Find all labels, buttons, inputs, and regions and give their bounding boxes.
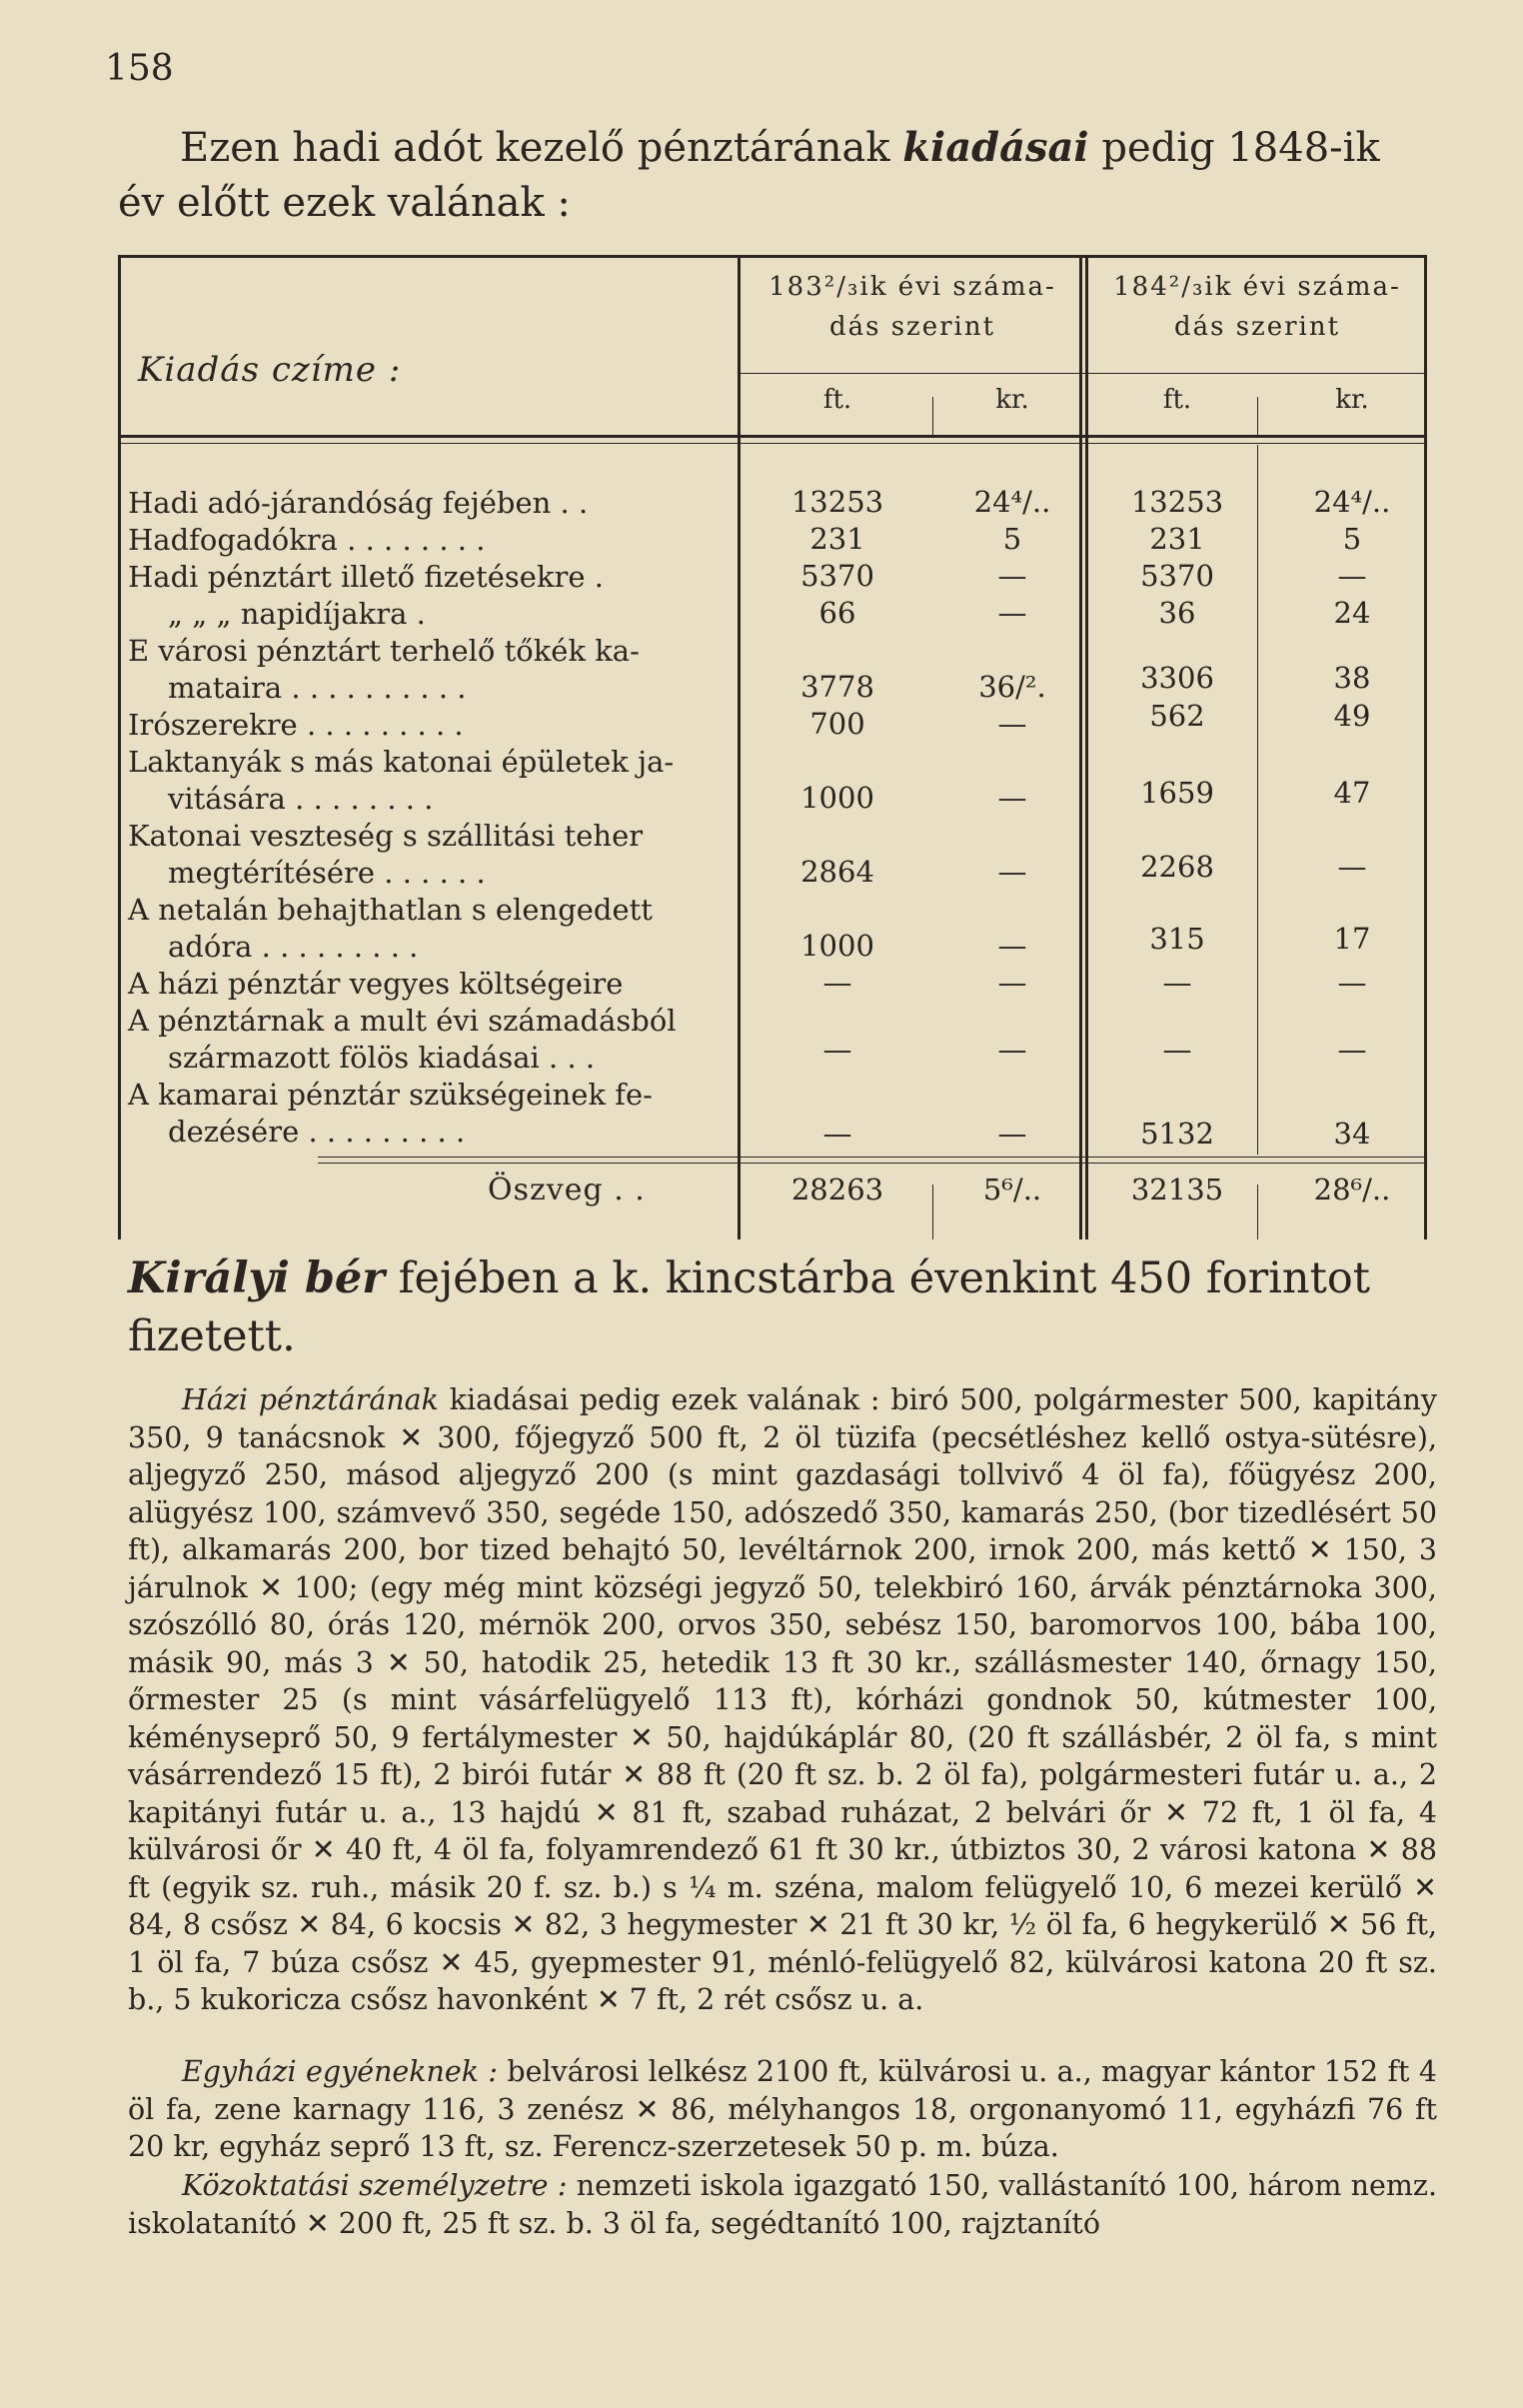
table-row	[118, 1003, 1427, 1077]
royal-fee-emphasis: Királyi bér	[128, 1253, 385, 1303]
paragraph-head: Közoktatási személyzetre :	[182, 2169, 568, 2202]
cell-b-kr: 38	[1333, 661, 1371, 695]
header-bottom-rule	[118, 435, 1427, 438]
row-label-line1: Hadi adó-járandóság fejében . .	[128, 486, 589, 520]
paragraph-egyhazi	[128, 2053, 1437, 2166]
cell-a-kr: —	[997, 855, 1027, 889]
paragraph-kozoktatas	[128, 2167, 1437, 2242]
page-number: 158	[105, 48, 174, 89]
row-label-line1: „ „ „ napidíjakra .	[168, 597, 426, 631]
header-group-1	[748, 267, 1077, 347]
royal-fee-line2: fizetett.	[128, 1311, 296, 1361]
cell-b-ft: 315	[1149, 922, 1205, 956]
row-label-line2: vitására . . . . . . . .	[168, 782, 434, 816]
cell-a-kr: —	[997, 707, 1027, 741]
paragraph-head: Házi pénztárának	[182, 1383, 439, 1416]
cell-a-ft: 1000	[800, 929, 874, 963]
total-row	[118, 1173, 1427, 1246]
header-mid-rule	[738, 373, 1427, 374]
cell-b-ft: 36	[1158, 596, 1196, 630]
cell-b-ft: 562	[1149, 699, 1205, 733]
row-label-line1: A pénztárnak a mult évi számadásból	[128, 1004, 677, 1038]
royal-fee-body: fejében a k. kincstárba évenkint 450 forintot	[384, 1253, 1371, 1303]
row-label	[128, 1077, 718, 1151]
paragraph-body: belvárosi lelkész 2100 ft, külvárosi u. a., magyar kántor 152 ft 4 öl fa, zene karnagy 116, 3 zenész ✕ 86, mélyhangos 18, orgonanyomó 11, egyházfi 76 ft 20 kr, egyház seprő 13 ft, sz. Ferencz-szerzetesek 50 p. m. búza.	[128, 2055, 1437, 2163]
cell-a-kr: —	[997, 559, 1027, 593]
cell-a-ft: —	[822, 966, 852, 1000]
row-label-line2: dezésére . . . . . . . . .	[168, 1115, 466, 1149]
total-b-kr: 28⁶/..	[1313, 1173, 1391, 1206]
cell-a-kr: —	[997, 1117, 1027, 1151]
cell-a-ft: 66	[818, 596, 856, 630]
header-group-2	[1092, 267, 1422, 347]
row-label	[128, 485, 718, 522]
row-label	[128, 633, 718, 707]
paragraph-hazi-penztar	[128, 1381, 1437, 2019]
cell-a-ft: 5370	[800, 559, 874, 593]
expense-table	[118, 255, 1427, 1239]
header-group-2-line1: 184²/₃ik évi száma-	[1113, 272, 1401, 302]
cell-b-kr: 47	[1333, 776, 1371, 810]
table-top-rule	[118, 255, 1427, 258]
row-label	[128, 707, 718, 744]
sub-divider-2	[1257, 397, 1258, 435]
row-label	[128, 966, 718, 1003]
row-label-line1: Katonai veszteség s szállitási teher	[128, 819, 644, 853]
row-label	[128, 744, 718, 818]
cell-b-kr: 24⁴/..	[1313, 485, 1391, 519]
sub-divider-1	[932, 397, 933, 435]
row-label	[128, 522, 718, 559]
row-label	[128, 892, 718, 966]
cell-a-ft: 1000	[800, 781, 874, 815]
cell-a-kr: —	[997, 596, 1027, 630]
header-bottom-rule-2	[118, 443, 1427, 444]
total-top-rule	[318, 1157, 1427, 1158]
cell-a-ft: —	[822, 1117, 852, 1151]
cell-b-kr: 34	[1333, 1117, 1371, 1151]
cell-a-ft: 13253	[790, 485, 884, 519]
row-label-line2: mataira . . . . . . . . . .	[168, 671, 467, 705]
column-title-kiadas: Kiadás czíme :	[138, 350, 402, 390]
cell-b-kr: 24	[1333, 596, 1371, 630]
cell-a-ft: 700	[809, 707, 865, 741]
cell-b-kr: 5	[1342, 522, 1362, 556]
cell-b-kr: —	[1337, 966, 1367, 1000]
intro-line2: év előtt ezek valának :	[118, 180, 571, 226]
cell-b-ft: —	[1162, 1033, 1192, 1067]
row-label-line1: Irószerekre . . . . . . . . .	[128, 708, 464, 742]
paragraph-head: Egyházi egyéneknek :	[182, 2055, 499, 2088]
row-label-line1: Hadfogadókra . . . . . . . .	[128, 523, 486, 557]
cell-a-ft: 3778	[800, 670, 874, 704]
row-label-line2: adóra . . . . . . . . .	[168, 930, 419, 964]
cell-b-ft: 2268	[1140, 850, 1214, 884]
intro-text	[118, 120, 1439, 231]
cell-b-ft: 1659	[1140, 776, 1214, 810]
row-label-line1: E városi pénztárt terhelő tőkék ka-	[128, 634, 640, 668]
header-group-1-line1: 183²/₃ik évi száma-	[768, 272, 1056, 302]
row-label-line2: megtérítésére . . . . . .	[168, 856, 486, 890]
cell-a-ft: —	[822, 1033, 852, 1067]
cell-b-ft: 13253	[1130, 485, 1224, 519]
table-row	[118, 818, 1427, 892]
cell-a-kr: 24⁴/..	[973, 485, 1051, 519]
row-label-line1: A házi pénztár vegyes költségeire	[128, 967, 624, 1001]
row-label	[128, 559, 718, 596]
row-label	[128, 1003, 718, 1077]
cell-a-kr: —	[997, 781, 1027, 815]
row-label-line1: Laktanyák s más katonai épületek ja-	[128, 745, 675, 779]
total-a-ft: 28263	[790, 1173, 884, 1206]
cell-b-ft: —	[1162, 966, 1192, 1000]
sub-header-ft-2: ft.	[1162, 385, 1192, 415]
cell-b-kr: —	[1337, 850, 1367, 884]
intro-part1: Ezen hadi adót kezelő pénztárának	[180, 125, 903, 171]
total-b-ft: 32135	[1130, 1173, 1224, 1206]
cell-b-kr: —	[1337, 559, 1367, 593]
sub-header-kr-1: kr.	[995, 385, 1029, 415]
total-top-rule-2	[318, 1163, 1427, 1164]
cell-b-ft: 5132	[1140, 1117, 1214, 1151]
row-label-line1: Hadi pénztárt illető fizetésekre .	[128, 560, 604, 594]
cell-a-kr: —	[997, 966, 1027, 1000]
header-group-1-line2: dás szerint	[828, 312, 996, 342]
intro-part2: pedig 1848-ik	[1088, 125, 1380, 171]
cell-a-kr: 5	[1002, 522, 1022, 556]
table-row	[118, 633, 1427, 707]
cell-a-kr: —	[997, 1033, 1027, 1067]
row-label	[128, 818, 718, 892]
intro-emphasis: kiadásai	[902, 124, 1089, 171]
paragraph-body: nemzeti iskola igazgató 150, vallástanító 100, három nemz. iskolatanító ✕ 200 ft, 25 ft sz. b. 3 öl fa, segédtanító 100, rajztanító	[128, 2169, 1437, 2240]
table-row	[118, 1077, 1427, 1151]
paragraph-body: kiadásai pedig ezek valának : biró 500, polgármester 500, kapitány 350, 9 tanácsnok ✕ 300, főjegyző 500 ft, 2 öl tüzifa (pecsétléshez kellő ostya-sütésre), aljegyző 250, másod aljegyző 200 (s mint gazdasági tollvivő 4 öl fa), főügyész 200, alügyész 100, számvevő 350, segéde 150, adószedő 350, kamarás 250, (bor tizedlésért 50 ft), alkamarás 200, bor tized behajtó 50, levéltárnok 200, irnok 200, más kettő ✕ 150, 3 járulnok ✕ 100; (egy még mint községi jegyző 50, telekbiró 160, árvák pénztárnoka 300, szószólló 80, órás 120, mérnök 200, orvos 350, sebész 150, baromorvos 100, bába 100, másik 90, más 3 ✕ 50, hatodik 25, hetedik 13 ft 30 kr., szállásmester 140, őrnagy 150, őrmester 25 (s mint vásárfelügyelő 113 ft), kórházi gondnok 50, kútmester 100, kéményseprő 50, 9 fertálymester ✕ 50, hajdúkáplár 80, (20 ft szállásbér, 2 öl fa, s mint vásárrendező 15 ft), 2 birói futár ✕ 88 ft (20 ft sz. b. 2 öl fa), polgármesteri futár u. a., 2 kapitányi futár u. a., 13 hajdú ✕ 81 ft, szabad ruházat, 2 belvári őr ✕ 72 ft, 1 öl fa, 4 külvárosi őr ✕ 40 ft, 4 öl fa, folyamrendező 61 ft 30 kr., útbiztos 30, 2 városi katona ✕ 88 ft (egyik sz. ruh., másik 20 f. sz. b.) s ¼ m. széna, malom felügyelő 10, 6 mezei kerülő ✕ 84, 8 csősz ✕ 84, 6 kocsis ✕ 82, 3 hegymester ✕ 21 ft 30 kr, ½ öl fa, 6 hegykerülő ✕ 56 ft, 1 öl fa, 7 búza csősz ✕ 45, gyepmester 91, ménló-felügyelő 82, külvárosi katona 20 ft sz. b., 5 kukoricza csősz havonként ✕ 7 ft, 2 rét csősz u. a.	[128, 1383, 1437, 2016]
table-row	[118, 744, 1427, 818]
cell-a-kr: —	[997, 929, 1027, 963]
cell-b-kr: 49	[1333, 699, 1371, 733]
cell-b-kr: —	[1337, 1033, 1367, 1067]
cell-b-ft: 5370	[1140, 559, 1214, 593]
royal-fee-text	[128, 1249, 1427, 1365]
table-row	[118, 892, 1427, 966]
cell-b-kr: 17	[1333, 922, 1371, 956]
cell-a-ft: 231	[809, 522, 865, 556]
cell-a-kr: 36/².	[978, 670, 1046, 704]
sub-header-kr-2: kr.	[1335, 385, 1369, 415]
header-group-2-line2: dás szerint	[1173, 312, 1341, 342]
row-label-line1: A kamarai pénztár szükségeinek fe-	[128, 1078, 653, 1112]
sub-header-ft-1: ft.	[822, 385, 852, 415]
cell-b-ft: 231	[1149, 522, 1205, 556]
cell-b-ft: 3306	[1140, 661, 1214, 695]
cell-a-ft: 2864	[800, 855, 874, 889]
row-label-line1: A netalán behajthatlan s elengedett	[128, 893, 653, 927]
row-label-line2: származott fölös kiadásai . . .	[168, 1041, 596, 1075]
total-label: Öszveg . .	[488, 1173, 646, 1207]
row-label	[128, 596, 718, 633]
total-a-kr: 5⁶/..	[982, 1173, 1042, 1206]
